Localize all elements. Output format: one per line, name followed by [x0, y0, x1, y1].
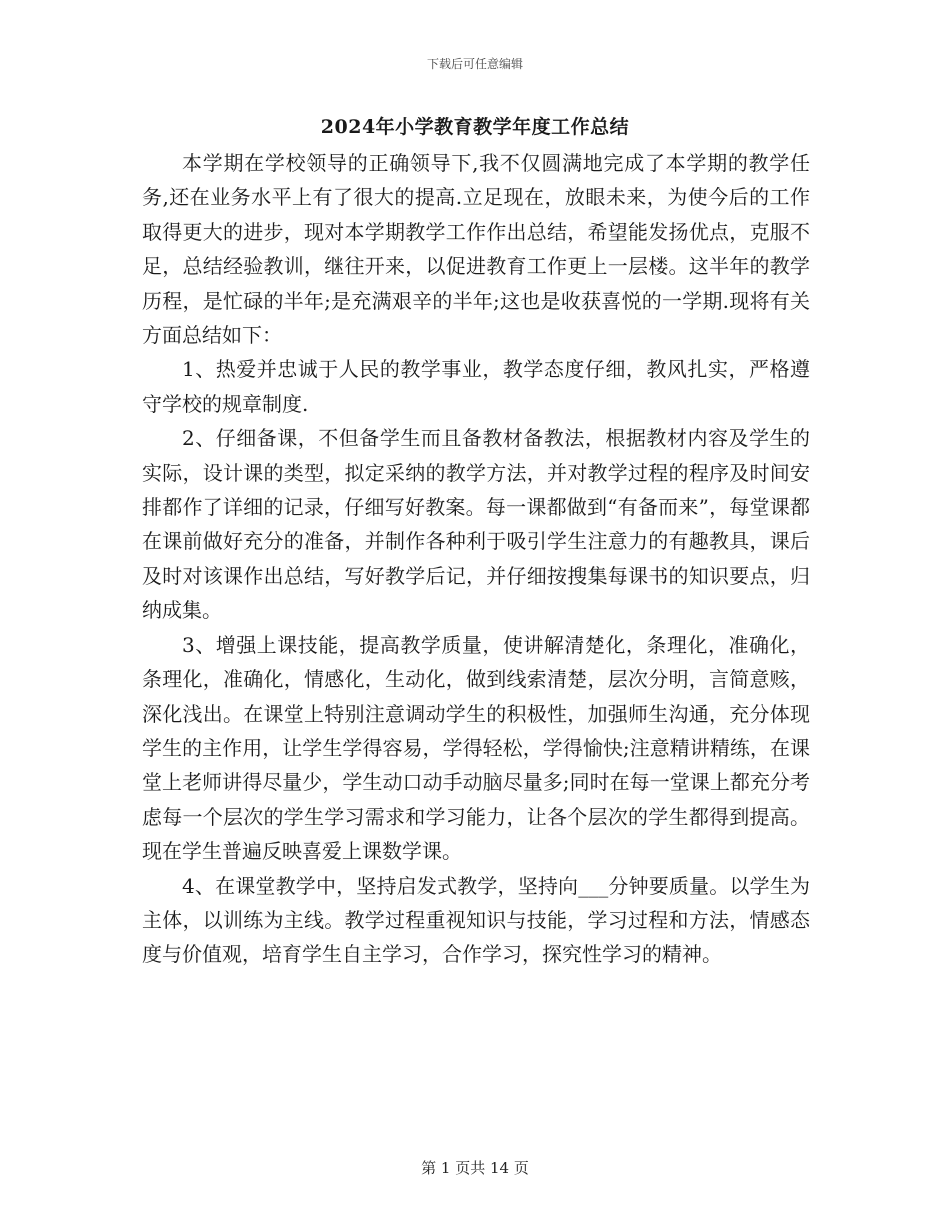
paragraph-item-1: 1、热爱并忠诚于人民的教学事业，教学态度仔细，教风扎实，严格遵守学校的规章制度.: [142, 357, 810, 416]
page-number: 第 1 页共 14 页: [421, 1159, 529, 1177]
paragraph-item-3: 3、增强上课技能，提高教学质量，使讲解清楚化，条理化，准确化，条理化，准确化，情感化，生动化，做到线索清楚，层次分明，言简意赅，深化浅出。在课堂上特别注意调动学生的积极性，加强师生沟通，充分体现学生的主作用，让学生学得容易，学得轻松，学得愉快;注意精讲精练，在课堂上老师讲得尽量少，学生动口动手动脑尽量多;同时在每一堂课上都充分考虑每一个层次的学生学习需求和学习能力，让各个层次的学生都得到提高。现在学生普遍反映喜爱上课数学课。: [142, 632, 810, 864]
paragraph-item-4: 4、在课堂教学中，坚持启发式教学，坚持向___分钟要质量。以学生为主体，以训练为主线。教学过程重视知识与技能，学习过程和方法，情感态度与价值观，培育学生自主学习，合作学习，探究性学习的精神。: [142, 873, 810, 967]
document-title: 2024年小学教育教学年度工作总结: [320, 116, 630, 138]
document-body: [142, 146, 810, 972]
header-note: 下载后可任意编辑: [426, 57, 523, 71]
paragraph-item-2: 2、仔细备课，不但备学生而且备教材备教法，根据教材内容及学生的实际，设计课的类型，拟定采纳的教学方法，并对教学过程的程序及时间安排都作了详细的记录，仔细写好教案。每一课都做到“有备而来”，每堂课都在课前做好充分的准备，并制作各种利于吸引学生注意力的有趣教具，课后及时对该课作出总结，写好教学后记，并仔细按搜集每课书的知识要点，归纳成集。: [142, 426, 810, 623]
paragraph-intro: 本学期在学校领导的正确领导下,我不仅圆满地完成了本学期的教学任务,还在业务水平上有了很大的提高.立足现在，放眼未来，为使今后的工作取得更大的进步，现对本学期教学工作作出总结，希望能发扬优点，克服不足，总结经验教训，继往开来，以促进教育工作更上一层楼。这半年的教学历程，是忙碌的半年;是充满艰辛的半年;这也是收获喜悦的一学期.现将有关方面总结如下：: [142, 151, 810, 348]
